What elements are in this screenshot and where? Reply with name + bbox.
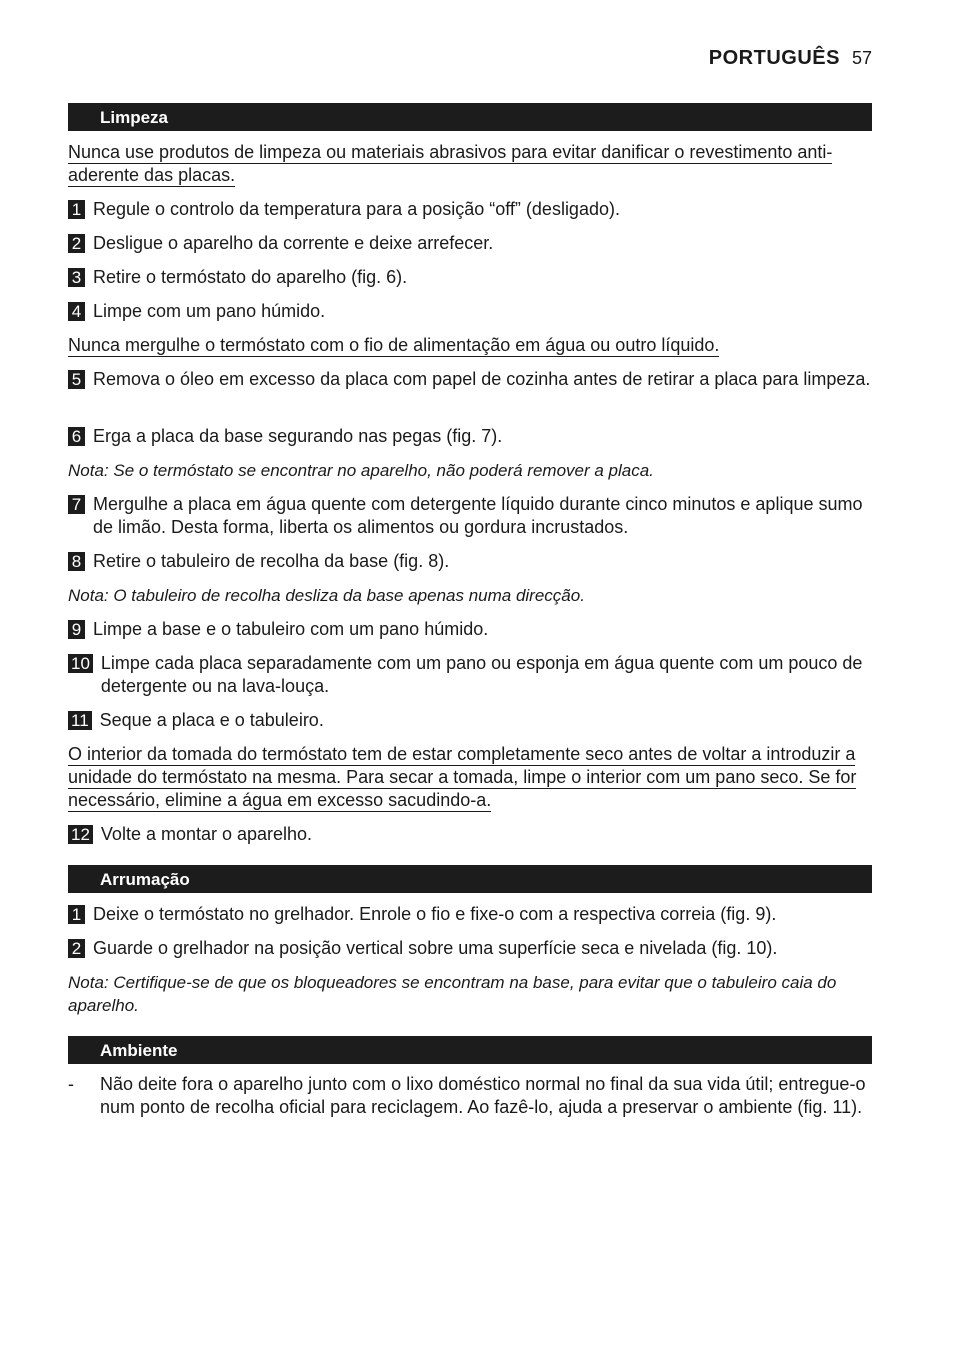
step-item (68, 266, 872, 289)
step-number: 2 (68, 939, 85, 958)
step-number: 4 (68, 302, 85, 321)
section-header-limpeza: Limpeza (68, 103, 872, 131)
step-number: 11 (68, 711, 92, 730)
step-number: 3 (68, 268, 85, 287)
step-item (68, 618, 872, 641)
step-number: 1 (68, 200, 85, 219)
step-number: 1 (68, 905, 85, 924)
step-text: Retire o tabuleiro de recolha da base (fig. 8). (93, 551, 450, 571)
step-item (68, 300, 872, 323)
step-item (68, 652, 872, 698)
step-item (68, 493, 872, 539)
step-text: Mergulhe a placa em água quente com detergente líquido durante cinco minutos e aplique sumo de limão. Desta forma, liberta os alimentos ou gordura incrustados. (93, 494, 863, 537)
warning-text (68, 743, 872, 812)
step-item (68, 937, 872, 960)
warning-text-content: O interior da tomada do termóstato tem de estar completamente seco antes de voltar a introduzir a unidade do termóstato na mesma. Para secar a tomada, limpe o interior com um pano seco. Se for necessário, elimine a água em excesso sacudindo-a. (68, 744, 857, 810)
warning-text (68, 334, 872, 357)
step-number: 9 (68, 620, 85, 639)
step-number: 12 (68, 825, 93, 844)
page-number: 57 (851, 48, 872, 68)
step-item (68, 232, 872, 255)
step-text: Remova o óleo em excesso da placa com papel de cozinha antes de retirar a placa para limpeza. (93, 369, 871, 389)
step-text: Volte a montar o aparelho. (100, 824, 313, 844)
step-number: 7 (68, 495, 85, 514)
step-number: 2 (68, 234, 85, 253)
step-text: Deixe o termóstato no grelhador. Enrole o fio e fixe-o com a respectiva correia (fig. 9). (93, 904, 777, 924)
warning-text (68, 141, 872, 187)
step-text: Seque a placa e o tabuleiro. (99, 710, 324, 730)
bullet-item (68, 1073, 872, 1119)
bullet-text: Não deite fora o aparelho junto com o lixo doméstico normal no final da sua vida útil; entregue-o num ponto de recolha oficial para reciclagem. Ao fazê-lo, ajuda a preservar o ambiente (fig. 11). (100, 1074, 866, 1117)
bullet-dash: - (68, 1074, 74, 1094)
step-text: Guarde o grelhador na posição vertical sobre uma superfície seca e nivelada (fig. 10). (93, 938, 778, 958)
language-label: PORTUGUÊS (708, 47, 840, 69)
warning-text-content: Nunca use produtos de limpeza ou materiais abrasivos para evitar danificar o revestimento anti-aderente das placas. (68, 142, 833, 185)
warning-text-content: Nunca mergulhe o termóstato com o fio de alimentação em água ou outro líquido. (68, 335, 720, 355)
step-item (68, 550, 872, 573)
note-text: Nota: Se o termóstato se encontrar no aparelho, não poderá remover a placa. (68, 461, 654, 480)
step-item (68, 198, 872, 221)
step-item (68, 709, 872, 732)
step-item (68, 823, 872, 846)
step-number: 10 (68, 654, 93, 673)
step-item (68, 368, 872, 391)
step-item (68, 903, 872, 926)
step-number: 5 (68, 370, 85, 389)
step-text: Regule o controlo da temperatura para a posição “off” (desligado). (93, 199, 620, 219)
section-header-ambiente: Ambiente (68, 1036, 872, 1064)
step-item (68, 425, 872, 448)
step-text: Limpe cada placa separadamente com um pano ou esponja em água quente com um pouco de detergente ou na lava-louça. (100, 653, 863, 696)
note-text: Nota: Certifique-se de que os bloqueadores se encontram na base, para evitar que o tabuleiro caia do aparelho. (68, 973, 837, 1015)
note-text: Nota: O tabuleiro de recolha desliza da base apenas numa direcção. (68, 586, 585, 605)
page-header (709, 47, 872, 70)
step-text: Limpe com um pano húmido. (93, 301, 326, 321)
step-text: Desligue o aparelho da corrente e deixe arrefecer. (93, 233, 494, 253)
step-number: 8 (68, 552, 85, 571)
section-header-arrumacao: Arrumação (68, 865, 872, 893)
step-text: Limpe a base e o tabuleiro com um pano húmido. (93, 619, 489, 639)
step-number: 6 (68, 427, 85, 446)
step-text: Erga a placa da base segurando nas pegas (fig. 7). (93, 426, 503, 446)
step-text: Retire o termóstato do aparelho (fig. 6). (93, 267, 408, 287)
